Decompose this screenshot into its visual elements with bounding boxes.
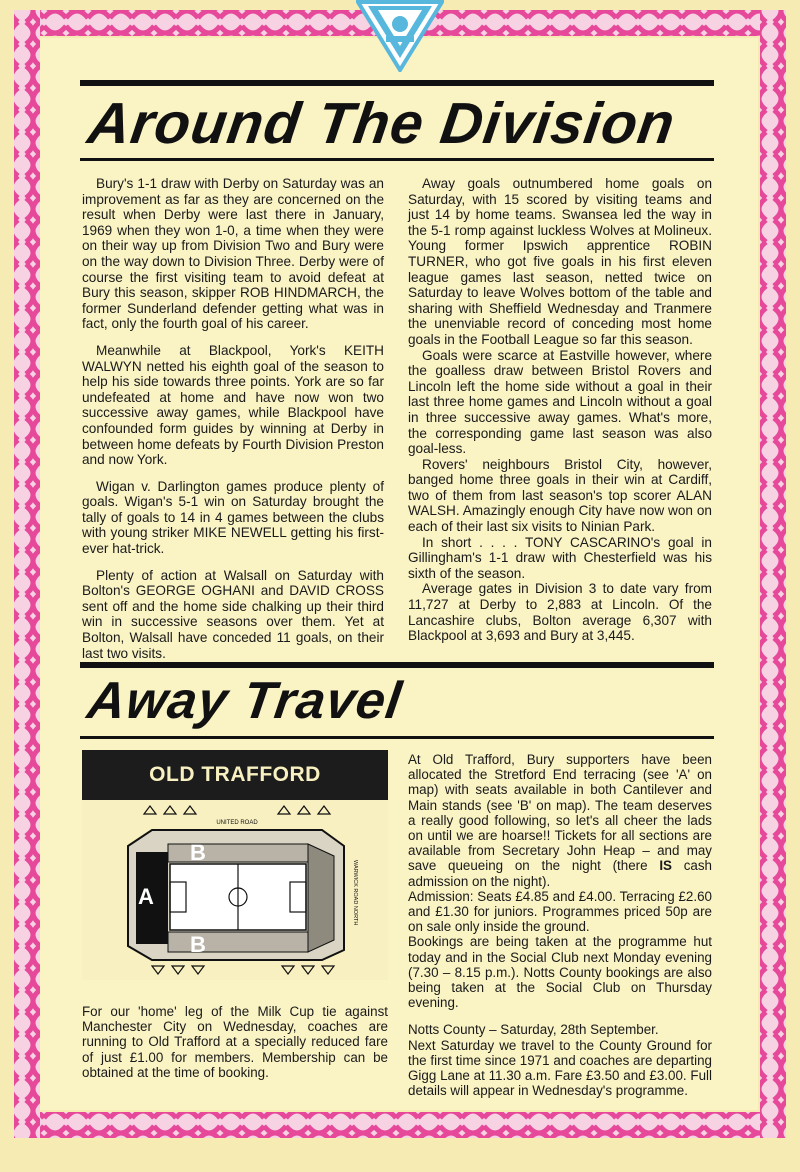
title-rule [80, 158, 714, 161]
paragraph-in-short: In short . . . . TONY CASCARINO's goal in Gillingham's 1-1 draw with Chesterfield was his sixth of the season. [408, 534, 712, 581]
old-trafford-paragraph: At Old Trafford, Bury supporters have been allocated the Stretford End terracing (see 'A' on map) with seats available in both Cantilever and Main stands (see 'B' on map). The team deserves a really good following, so let's all cheer the lads on until we are hoarse!! Tickets for all sections are available from Secretary John Heap – and may save queueing on the night (there IS cash admission on the night). [408, 752, 712, 889]
top-rule [80, 80, 714, 86]
label-a: A [138, 884, 154, 909]
map-title: OLD TRAFFORD [82, 750, 388, 800]
stadium-diagram [82, 800, 388, 980]
paragraph-blackpool: Meanwhile at Blackpool, York's KEITH WALWYN netted his eighth goal of the season to help his side towards three points. York are so far undefeated at home and have now won two successive away games, while Blackpool have confounded form guides by winning at Derby in between home defeats by Fourth Division Preston and now York. [82, 342, 384, 468]
travel-title-rule [80, 736, 714, 739]
left-article-column [82, 176, 384, 661]
bookings-paragraph: Bookings are being taken at the programme hut today and in the Social Club next Monday evening (7.30 – 8.15 p.m.). Notts County bookings are also being taken at the Social Club on Thursday evening. [408, 934, 712, 1011]
paragraph-away-goals: Away goals outnumbered home goals on Saturday, with 15 scored by visiting teams and just 14 by home teams. Swansea led the way in the 5-1 romp against luckless Wolves at Molineux. Young former Ipswich apprentice ROBIN TURNER, who got five goals in his first eleven league games last season, netted twice on Saturday to leave Wolves bottom of the table and sharing with Sheffield Wednesday and Tranmere the unenviable record of conceding most home goals in the Football League so far this season. [408, 176, 712, 347]
stadium-map [82, 750, 388, 980]
paragraph-eastville: Goals were scarce at Eastville however, where the goalless draw between Bristol Rovers and Lincoln left the home side without a goal in their last three home games and Lincoln without a goal in three successive away games. What's more, the corresponding game last season was also goal-less. [408, 347, 712, 457]
page-title: Around The Division [84, 91, 680, 156]
club-crest-icon [356, 0, 444, 72]
paragraph-bristol-city: Rovers' neighbours Bristol City, however, banged home three goals in their win at Cardiff, two of them from last season's top scorer ALAN WALSH. Amazingly enough City have now won on each of their last six visits to Ninian Park. [408, 456, 712, 535]
admission-paragraph: Admission: Seats £4.85 and £4.00. Terracing £2.60 and £1.30 for juniors. Programmes priced 50p are on sale only inside the ground. [408, 888, 712, 935]
warwick-road-label: WARWICK ROAD NORTH [352, 860, 358, 926]
travel-right-text [408, 752, 712, 1098]
notts-county-heading: Notts County – Saturday, 28th September. [408, 1022, 659, 1038]
travel-left-text [82, 1004, 388, 1080]
paragraph-derby: Bury's 1-1 draw with Derby on Saturday was an improvement as far as they are concerned on the result when Derby were last there in January, 1969 when they won 1-0, a time when they were on their way up from Division Two and Bury were on the way down to Division Three. Derby were of course the first visiting team to avoid defeat at Bury this season, skipper ROB HINDMARCH, the former Sunderland defender getting what was in fact, only the fourth goal of his career. [82, 176, 384, 332]
section-title: Away Travel [84, 672, 406, 730]
paragraph-average-gates: Average gates in Division 3 to date vary from 11,727 at Derby to 2,883 at Lincoln. Of the Lancashire clubs, Bolton average 6,307 with Blackpool at 3,693 and Bury at 3,445. [408, 581, 712, 644]
milk-cup-paragraph: For our 'home' leg of the Milk Cup tie against Manchester City on Wednesday, coaches are running to Old Trafford at a specially reduced fare of just £1.00 for members. Membership can be obtained at the time of booking. [82, 1004, 388, 1080]
travel-rule [80, 662, 714, 668]
right-article-column [408, 176, 712, 644]
united-road-label: UNITED ROAD [216, 820, 258, 826]
notts-county-paragraph: Next Saturday we travel to the County Ground for the first time since 1971 and coaches are departing Gigg Lane at 11.30 a.m. Fare £3.50 and £3.00. Full details will appear in Wednesday's programme. [408, 1037, 712, 1099]
label-b-bottom: B [190, 932, 206, 957]
paragraph-walsall: Plenty of action at Walsall on Saturday with Bolton's GEORGE OGHANI and DAVID CROSS sent off and the home side chalking up their third win in successive seasons over them. Yet at Bolton, Walsall have conceded 11 goals, on their last two visits. [82, 567, 384, 661]
label-b-top: B [190, 840, 206, 865]
paragraph-wigan: Wigan v. Darlington games produce plenty of goals. Wigan's 5-1 win on Saturday brought the tally of goals to 14 in 4 games between the clubs with young striker MIKE NEWELL getting his first-ever hat-trick. [82, 478, 384, 557]
